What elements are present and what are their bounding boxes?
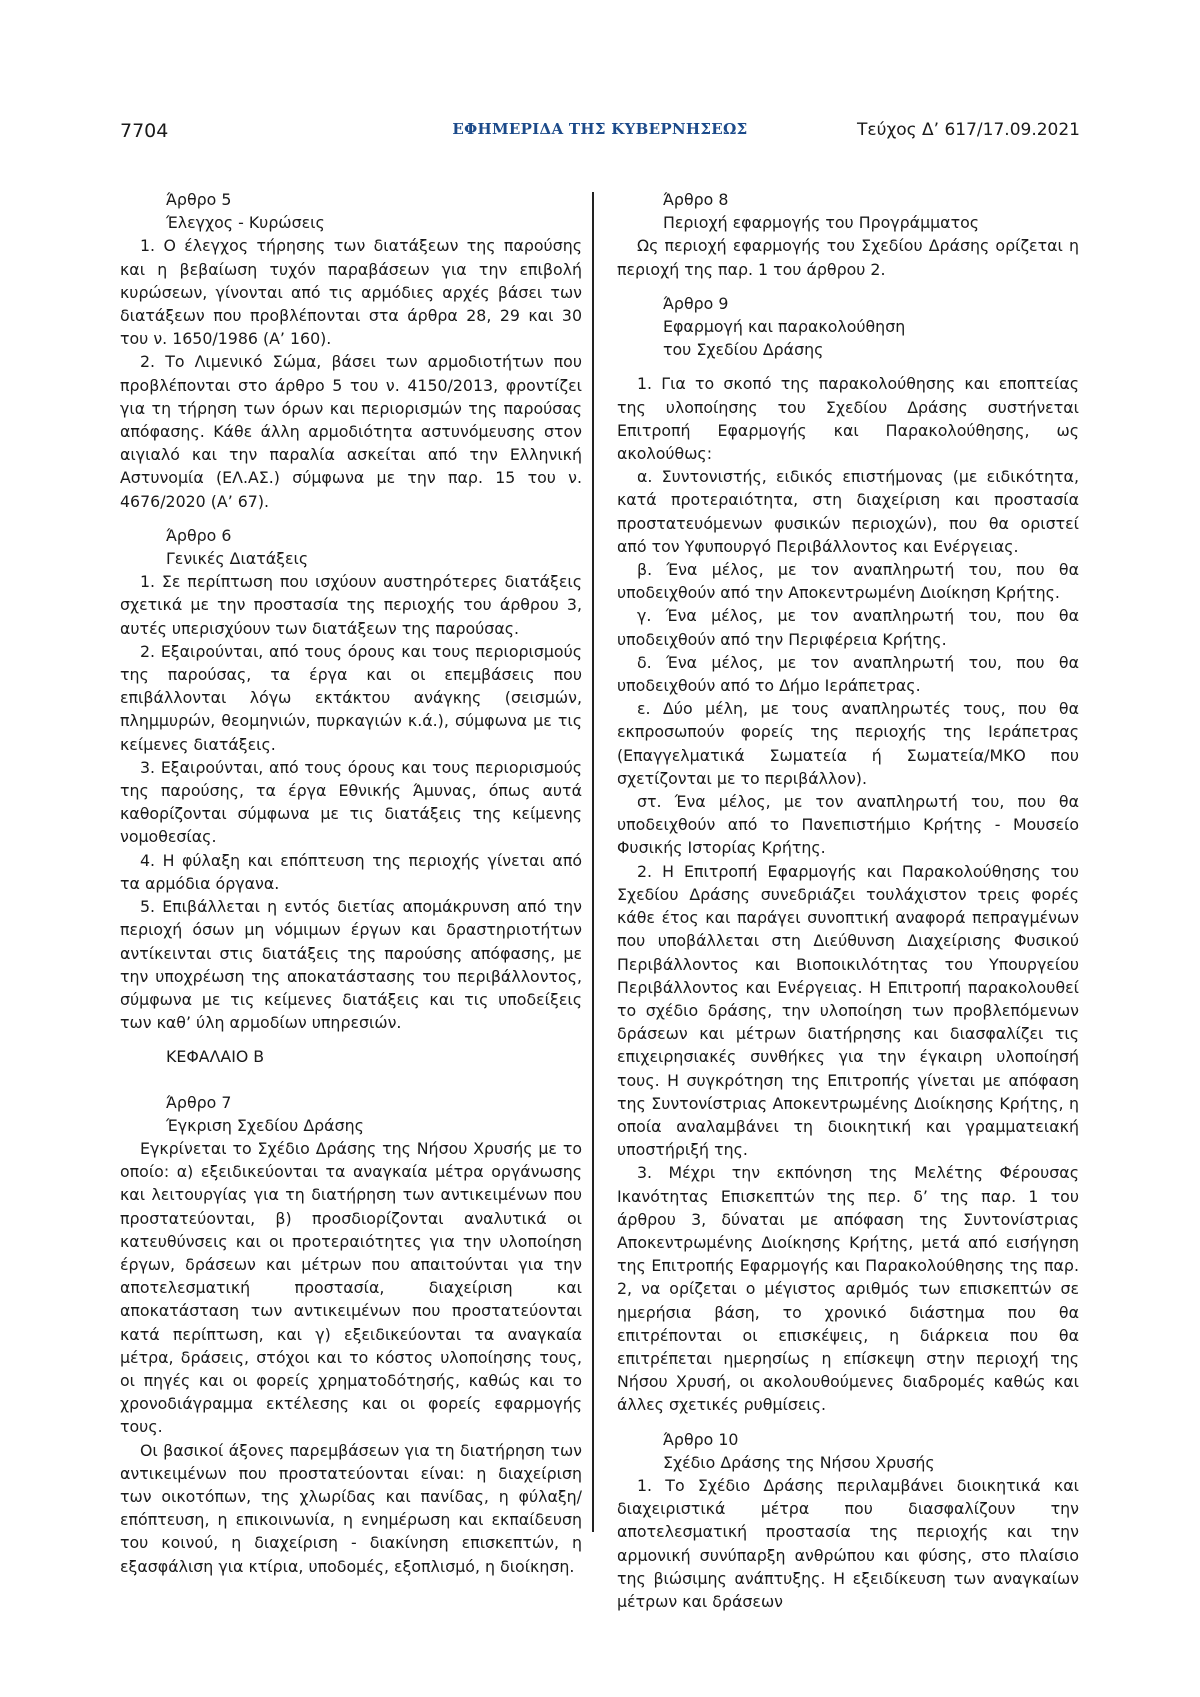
article-9-item-b: β. Ένα μέλος, με τον αναπληρωτή του, που θα υποδειχθούν από την Αποκεντρωμένη Διοίκηση Κρήτης. [617, 560, 1079, 603]
page-header [120, 120, 1080, 150]
chapter-heading: ΚΕΦΑΛΑΙΟ Β [166, 1047, 265, 1067]
article-8-title: Άρθρο 8 [663, 190, 729, 209]
issue-reference: Τεύχος Δ’ 617/17.09.2021 [857, 120, 1080, 140]
article-5-subtitle: Έλεγχος - Κυρώσεις [166, 213, 325, 233]
article-9-subtitle-line-2: του Σχεδίου Δράσης [663, 340, 824, 360]
article-10-subtitle: Σχέδιο Δράσης της Νήσου Χρυσής [663, 1452, 935, 1472]
article-6-subtitle: Γενικές Διατάξεις [166, 549, 309, 569]
article-6-paragraph-3: 3. Εξαιρούνται, από τους όρους και τους περιορισμούς της παρούσης, τα έργα Εθνικής Άμυνας, όπως αυτά καθορίζονται σύμφωνα με τις διατάξεις της κείμενης νομοθεσίας. [120, 757, 582, 847]
article-9-item-e: ε. Δύο μέλη, με τους αναπληρωτές τους, που θα εκπροσωπούν φορείς της περιοχής της Ιεράπετρας (Επαγγελματικά Σωματεία ή Σωματεία/ΜΚΟ που σχετίζονται με το περιβάλλον). [617, 699, 1079, 788]
article-9-item-c: γ. Ένα μέλος, με τον αναπληρωτή του, που θα υποδειχθούν από την Περιφέρεια Κρήτης. [617, 606, 1079, 649]
article-10-title: Άρθρο 10 [663, 1429, 739, 1449]
article-6-paragraph-1: 1. Σε περίπτωση που ισχύουν αυστηρότερες διατάξεις σχετικά με την προστασία της περιοχής του άρθρου 3, αυτές υπερισχύουν των διατάξεων της παρούσας. [120, 572, 582, 638]
article-8-paragraph-1: Ως περιοχή εφαρμογής του Σχεδίου Δράσης ορίζεται η περιοχή της παρ. 1 του άρθρου 2. [617, 236, 1079, 279]
article-7-paragraph-1: Εγκρίνεται το Σχέδιο Δράσης της Νήσου Χρυσής με το οποίο: α) εξειδικεύονται τα αναγκαία μέτρα οργάνωσης και λειτουργίας για τη διατήρηση των αντικειμένων που προστατεύονται, β) προσδιορίζονται αναλυτικά οι κατευθύνσεις και οι προτεραιότητες για την υλοποίηση έργων, δράσεων και μέτρων που απαιτούνται για την αποτελεσματική προστασία, διαχείριση και αποκατάσταση των αντικειμένων που προστατεύονται κατά περίπτωση, και γ) εξειδικεύονται τα αναγκαία μέτρα, δράσεις, στόχοι και το κόστος υλοποίησης τους, οι πηγές και οι φορείς χρηματοδότησής, καθώς και το χρονοδιάγραμμα εκτέλεσης και οι φορείς εφαρμογής τους. [120, 1138, 582, 1437]
article-9-subtitle-line-1: Εφαρμογή και παρακολούθηση [663, 317, 906, 337]
left-column [120, 188, 582, 1578]
article-9-item-st: στ. Ένα μέλος, με τον αναπληρωτή του, που θα υποδειχθούν από το Πανεπιστήμιο Κρήτης - Μουσείο Φυσικής Ιστορίας Κρήτης. [617, 792, 1079, 858]
article-6-paragraph-4: 4. Η φύλαξη και επόπτευση της περιοχής γίνεται από τα αρμόδια όργανα. [120, 850, 582, 893]
article-6-paragraph-5: 5. Επιβάλλεται η εντός διετίας απομάκρυνση από την περιοχή όσων μη νόμιμων έργων και δραστηριοτήτων αντίκεινται στις διατάξεις της παρούσης απόφασης, με την υποχρέωση της αποκατάστασης του περιβάλλοντος, σύμφωνα με τις κείμενες διατάξεις και τις υποδείξεις των καθ’ ύλη αρμοδίων υπηρεσιών. [120, 897, 582, 1033]
article-10-paragraph-1: 1. Το Σχέδιο Δράσης περιλαμβάνει διοικητικά και διαχειριστικά μέτρα που διασφαλίζουν την αποτελεσματική προστασία της περιοχής και την αρμονική συνύπαρξη ανθρώπου και φύσης, στο πλαίσιο της βιώσιμης ανάπτυξης. Η εξειδίκευση των αναγκαίων μέτρων και δράσεων [617, 1475, 1079, 1611]
article-9-item-a: α. Συντονιστής, ειδικός επιστήμονας (με ειδικότητα, κατά προτεραιότητα, στη διαχείριση και προστασία προστατευόμενων φυσικών περιοχών), που θα οριστεί από τον Υφυπουργό Περιβάλλοντος και Ενέργειας. [617, 467, 1079, 556]
page-number: 7704 [120, 120, 169, 142]
article-5-paragraph-2: 2. Το Λιμενικό Σώμα, βάσει των αρμοδιοτήτων που προβλέπονται στο άρθρο 5 του ν. 4150/2013, φροντίζει για τη τήρηση των όρων και περιορισμών της παρούσας απόφασης. Κάθε άλλη αρμοδιότητα αστυνόμευσης στον αιγιαλό και την παραλία ασκείται από την Ελληνική Αστυνομία (ΕΛ.ΑΣ.) σύμφωνα με την παρ. 15 του ν. 4676/2020 (Α’ 67). [120, 352, 582, 511]
column-divider [592, 192, 594, 1532]
article-9-title: Άρθρο 9 [663, 293, 729, 313]
article-9-paragraph-2: 2. Η Επιτροπή Εφαρμογής και Παρακολούθησης του Σχεδίου Δράσης συνεδριάζει τουλάχιστον τρεις φορές κάθε έτος και παράγει συνοπτική αναφορά πεπραγμένων που υποβάλλεται στη Διεύθυνση Διαχείρισης Φυσικού Περιβάλλοντος και Βιοποικιλότητας του Υπουργείου Περιβάλλοντος και Ενέργειας. Η Επιτροπή παρακολουθεί το σχέδιο δράσης, την υλοποίηση των προβλεπόμενων δράσεων και μέτρων διατήρησης και διασφαλίζει τις επιχειρησιακές συνθήκες για την έγκαιρη υλοποίησή τους. Η συγκρότηση της Επιτροπής γίνεται με απόφαση της Συντονίστριας Αποκεντρωμένης Διοίκησης Κρήτης, η οποία αναλαμβάνει τη διοικητική και γραμματειακή υποστήριξή της. [617, 861, 1079, 1160]
right-column [617, 188, 1079, 1613]
gazette-title: ΕΦΗΜΕΡΙΔΑ ΤΗΣ ΚΥΒΕΡΝΗΣΕΩΣ [452, 120, 748, 138]
article-6-title: Άρθρο 6 [166, 525, 232, 545]
article-5-title: Άρθρο 5 [166, 190, 232, 209]
article-6-paragraph-2: 2. Εξαιρούνται, από τους όρους και τους περιορισμούς της παρούσας, τα έργα και οι επεμβάσεις που επιβάλλονται λόγω εκτάκτου ανάγκης (σεισμών, πλημμυρών, θεομηνιών, πυρκαγιών κ.ά.), σύμφωνα με τις κείμενες διατάξεις. [120, 641, 582, 754]
article-9-paragraph-1: 1. Για το σκοπό της παρακολούθησης και εποπτείας της υλοποίησης του Σχεδίου Δράσης συστήνεται Επιτροπή Εφαρμογής και Παρακολούθησης, ως ακολούθως: [617, 374, 1079, 464]
article-5-paragraph-1: 1. Ο έλεγχος τήρησης των διατάξεων της παρούσης και η βεβαίωση τυχόν παραβάσεων για την επιβολή κυρώσεων, γίνονται από τις αρμόδιες αρχές βάσει των διατάξεων που προβλέπονται στα άρθρα 28, 29 και 30 του ν. 1650/1986 (Α’ 160). [120, 236, 582, 349]
article-7-title: Άρθρο 7 [166, 1092, 232, 1112]
article-7-paragraph-2: Οι βασικοί άξονες παρεμβάσεων για τη διατήρηση των αντικειμένων που προστατεύονται είναι: η διαχείριση των οικοτόπων, της χλωρίδας και πανίδας, η φύλαξη/επόπτευση, η επικοινωνία, η ενημέρωση και εκπαίδευση του κοινού, η διαχείριση - διακίνηση επισκεπτών, η εξασφάλιση για κτίρια, υποδομές, εξοπλισμό, η διοίκηση. [120, 1440, 582, 1576]
article-9-paragraph-3: 3. Μέχρι την εκπόνηση της Μελέτης Φέρουσας Ικανότητας Επισκεπτών της περ. δ’ της παρ. 1 του άρθρου 3, δύναται με απόφαση της Συντονίστριας Αποκεντρωμένης Διοίκησης Κρήτης, μετά από εισήγηση της Επιτροπής Εφαρμογής και Παρακολούθησης της παρ. 2, να ορίζεται ο μέγιστος αριθμός των επισκεπτών σε ημερήσια βάση, το χρονικό διάστημα που θα επιτρέπονται οι επισκέψεις, η διάρκεια που θα επιτρέπεται ημερησίως η επίσκεψη στην περιοχή της Νήσου Χρυσή, οι ακολουθούμενες διαδρομές καθώς και άλλες σχετικές ρυθμίσεις. [617, 1163, 1079, 1415]
article-7-subtitle: Έγκριση Σχεδίου Δράσης [166, 1115, 364, 1135]
article-8-subtitle: Περιοχή εφαρμογής του Προγράμματος [663, 213, 980, 233]
article-9-item-d: δ. Ένα μέλος, με τον αναπληρωτή του, που θα υποδειχθούν από το Δήμο Ιεράπετρας. [617, 652, 1079, 696]
